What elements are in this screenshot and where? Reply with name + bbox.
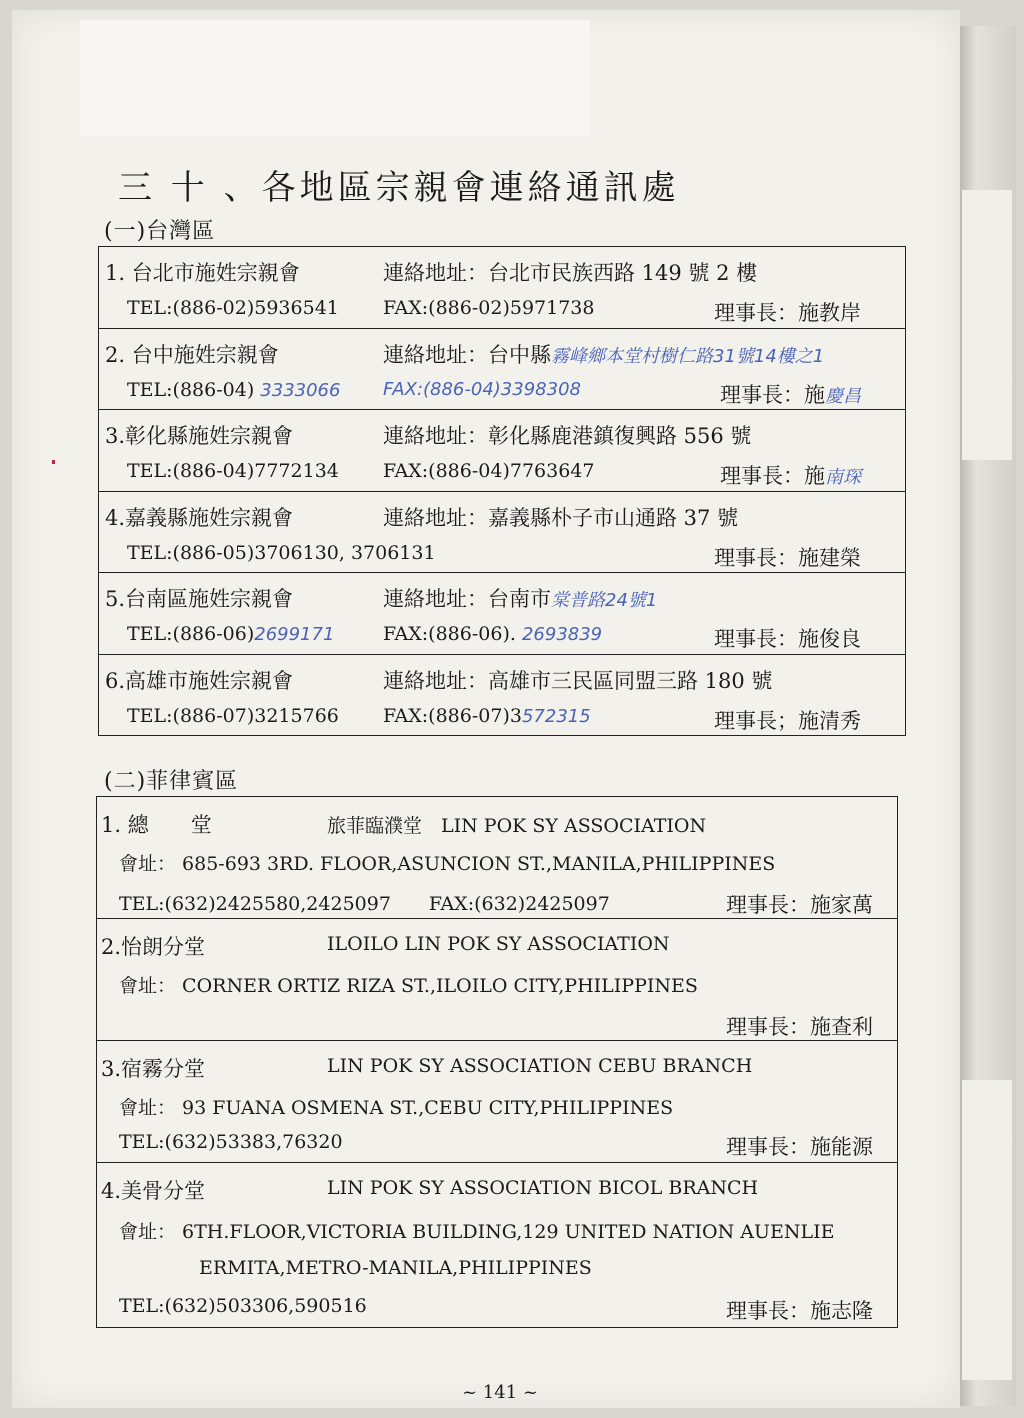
page-title: 三 十 、各地區宗親會連絡通訊處 — [118, 168, 680, 208]
chairman: 理事長：施能源 — [726, 1135, 873, 1159]
page-edge-tab — [962, 1080, 1012, 1380]
telephone: TEL:(886-02)5936541 — [127, 297, 339, 319]
telephone: TEL:(886-05)3706130, 3706131 — [127, 541, 436, 564]
address: 連絡地址：台北市民族西路 149 號 2 樓 — [383, 261, 758, 285]
chairman: 理事長：施志隆 — [726, 1299, 873, 1323]
address: 連絡地址：彰化縣鹿港鎮復興路 556 號 — [383, 424, 752, 449]
chairman: 理事長：施教岸 — [714, 301, 861, 325]
fax — [383, 705, 591, 727]
blank-area — [80, 20, 590, 136]
organization-name: ILOILO LIN POK SY ASSOCIATION — [327, 933, 670, 955]
page-edge-tab — [962, 190, 1012, 460]
chairman: 理事長；施清秀 — [714, 708, 861, 733]
fax-handwritten: 572315 — [521, 705, 591, 727]
chairman — [720, 379, 861, 409]
fax: FAX:(886-04)7763647 — [383, 460, 595, 483]
chairman: 理事長：施建榮 — [714, 545, 861, 570]
section-title-philippines: (二)菲律賓區 — [104, 769, 239, 794]
table-row — [99, 573, 905, 655]
chairman — [720, 460, 861, 490]
page-number: ~ 141 ~ — [462, 1382, 538, 1403]
address: 會址： CORNER ORTIZ RIZA ST.,ILOILO CITY,PHILIPPINES — [119, 975, 698, 997]
association-name: 1. 台北市施姓宗親會 — [105, 261, 300, 285]
chairman: 理事長：施家萬 — [726, 893, 873, 917]
telephone-printed: TEL:(886-04) — [127, 378, 255, 401]
branch-label: 3.宿霧分堂 — [101, 1057, 206, 1081]
branch-label: 1. 總 堂 — [101, 813, 212, 837]
fax-printed: FAX:(886-07)3 — [383, 704, 522, 727]
table-row — [99, 492, 905, 574]
table-row — [99, 655, 905, 737]
association-name: 6.高雄市施姓宗親會 — [105, 668, 294, 693]
address — [383, 339, 824, 369]
organization-name: LIN POK SY ASSOCIATION CEBU BRANCH — [327, 1055, 753, 1077]
association-name: 4.嘉義縣施姓宗親會 — [105, 505, 294, 530]
chairman-handwritten: 慶昌 — [825, 385, 861, 407]
association-name: 3.彰化縣施姓宗親會 — [105, 424, 294, 449]
telephone-handwritten: 3333066 — [260, 379, 341, 401]
association-name: 2. 台中施姓宗親會 — [105, 342, 279, 367]
telephone — [127, 379, 340, 401]
table-row — [97, 797, 897, 919]
telephone: TEL:(886-04)7772134 — [127, 460, 339, 483]
table-row — [97, 1041, 897, 1163]
telephone-handwritten: 2699171 — [254, 624, 335, 646]
fax: FAX:(886-02)5971738 — [383, 297, 595, 319]
telephone: TEL:(632)53383,76320 — [119, 1131, 343, 1153]
address: 會址： 6TH.FLOOR,VICTORIA BUILDING,129 UNITED NATION AUENLIE — [119, 1221, 835, 1243]
address: 會址： 93 FUANA OSMENA ST.,CEBU CITY,PHILIPPINES — [119, 1097, 674, 1119]
address-printed: 連絡地址：台南市 — [383, 587, 551, 612]
ink-mark — [52, 460, 55, 464]
association-name: 5.台南區施姓宗親會 — [105, 587, 294, 612]
chairman-handwritten: 南琛 — [825, 467, 861, 489]
fax-printed: FAX:(886-06). — [383, 623, 516, 646]
chairman-printed: 理事長：施 — [720, 464, 825, 489]
branch-label: 4.美骨分堂 — [101, 1179, 206, 1203]
address-handwritten: 霧峰鄉本堂村樹仁路31號14樓之1 — [551, 345, 825, 367]
table-row — [99, 410, 905, 492]
address: 會址： 685-693 3RD. FLOOR,ASUNCION ST.,MANILA,PHILIPPINES — [119, 853, 776, 875]
table-row — [99, 329, 905, 411]
chairman: 理事長：施查利 — [726, 1015, 873, 1039]
address: 連絡地址：嘉義縣朴子市山通路 37 號 — [383, 505, 739, 530]
telephone: TEL:(886-07)3215766 — [127, 704, 339, 727]
address: 連絡地址：高雄市三民區同盟三路 180 號 — [383, 668, 773, 693]
telephone: TEL:(632)2425580,2425097 FAX:(632)2425097 — [119, 893, 610, 915]
address-continued: ERMITA,METRO-MANILA,PHILIPPINES — [199, 1257, 592, 1279]
fax-handwritten: 2693839 — [521, 624, 603, 646]
table-row — [99, 247, 905, 329]
organization-name: 旅菲臨濮堂 LIN POK SY ASSOCIATION — [327, 815, 707, 837]
section-title-taiwan: (一)台灣區 — [104, 219, 216, 244]
chairman-printed: 理事長：施 — [720, 382, 825, 407]
fax — [383, 623, 602, 645]
address-printed: 連絡地址：台中縣 — [383, 342, 551, 367]
telephone — [127, 623, 334, 645]
telephone: TEL:(632)503306,590516 — [119, 1295, 367, 1317]
fax-handwritten: FAX:(886-04)3398308 — [383, 378, 581, 400]
chairman: 理事長：施俊良 — [714, 627, 861, 652]
address — [383, 583, 657, 613]
address-handwritten: 棠普路24號1 — [551, 590, 658, 612]
table-row — [97, 919, 897, 1041]
telephone-printed: TEL:(886-06) — [127, 623, 255, 646]
branch-label: 2.怡朗分堂 — [101, 935, 206, 959]
taiwan-table — [98, 246, 906, 736]
table-row — [97, 1163, 897, 1326]
organization-name: LIN POK SY ASSOCIATION BICOL BRANCH — [327, 1177, 759, 1199]
philippines-table — [96, 796, 898, 1328]
